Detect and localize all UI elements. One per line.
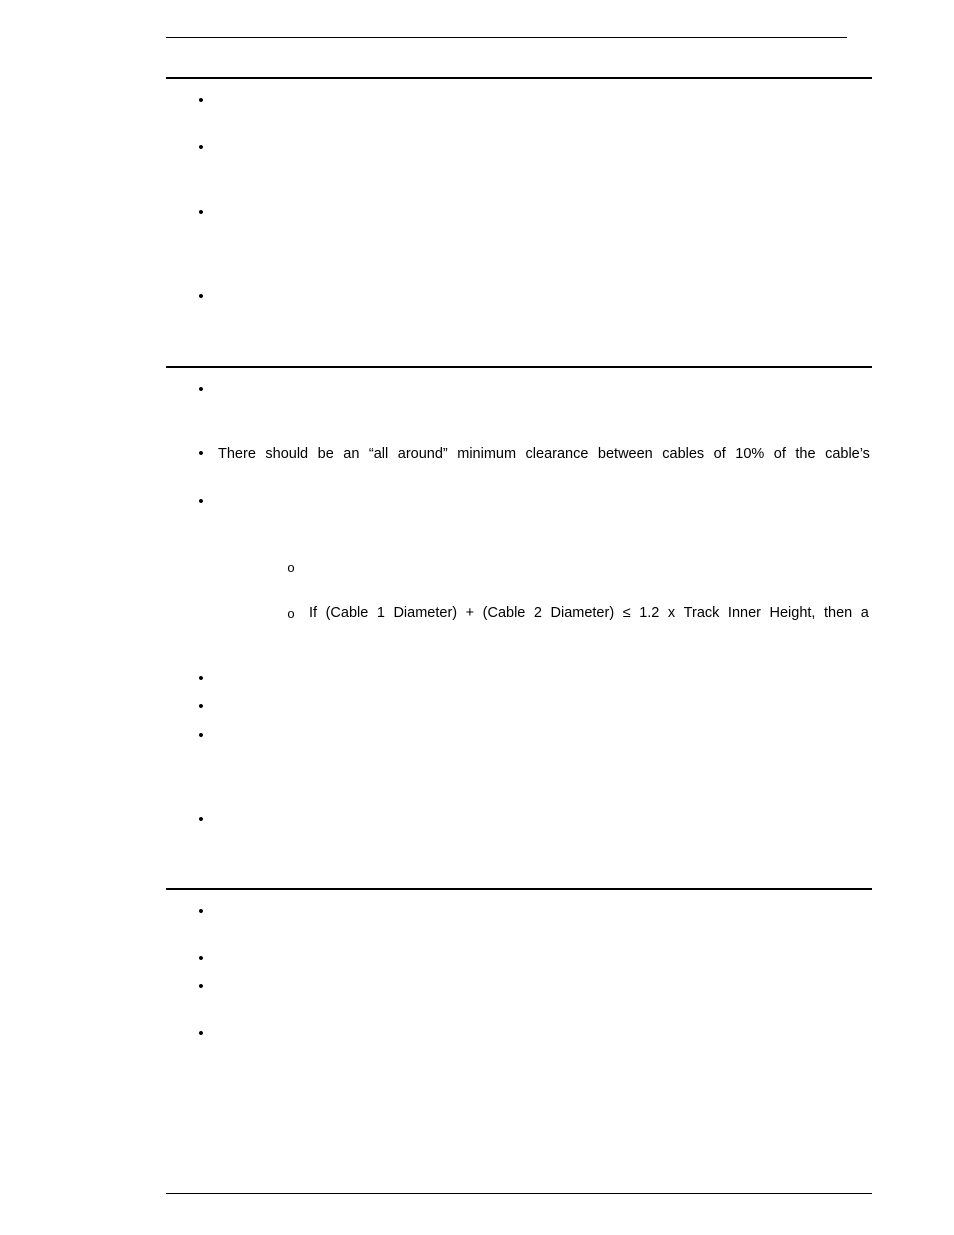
section-divider: [166, 77, 872, 79]
bullet-marker: •: [198, 445, 204, 462]
word: should: [265, 446, 309, 462]
word: Diameter): [550, 605, 615, 621]
word: Inner: [727, 605, 761, 621]
word: clearance: [525, 446, 589, 462]
word: x: [667, 605, 676, 621]
word: Height,: [769, 605, 816, 621]
word: of: [773, 446, 786, 462]
word: minimum: [457, 446, 517, 462]
section-divider: [166, 366, 872, 368]
word: 10%: [735, 446, 765, 462]
bullet-marker: •: [198, 139, 204, 156]
bullet-marker: •: [198, 381, 204, 398]
sub-bullet-marker: o: [287, 606, 295, 621]
bullet-marker: •: [198, 903, 204, 920]
word: +: [465, 605, 475, 621]
word: cable’s: [825, 446, 870, 462]
word: 2: [533, 605, 542, 621]
clearance-text-line: [218, 445, 870, 463]
bullet-marker: •: [198, 811, 204, 828]
word: be: [317, 446, 334, 462]
word: Track: [683, 605, 720, 621]
word: the: [795, 446, 816, 462]
bullet-marker: •: [198, 670, 204, 687]
word: around”: [397, 446, 448, 462]
word: (Cable: [482, 605, 526, 621]
bullet-marker: •: [198, 288, 204, 305]
word: There: [218, 446, 256, 462]
word: of: [713, 446, 726, 462]
section-divider: [166, 888, 872, 890]
word: “all: [368, 446, 389, 462]
bullet-marker: •: [198, 204, 204, 221]
word: an: [343, 446, 360, 462]
header-rule: [166, 37, 847, 38]
bullet-marker: •: [198, 698, 204, 715]
bullet-marker: •: [198, 92, 204, 109]
bullet-marker: •: [198, 950, 204, 967]
word: a: [860, 605, 869, 621]
bullet-marker: •: [198, 493, 204, 510]
word: ≤: [622, 605, 631, 621]
diameter-text-line: [309, 604, 869, 622]
word: cables: [662, 446, 705, 462]
bullet-marker: •: [198, 1025, 204, 1042]
word: then: [824, 605, 853, 621]
footer-rule: [166, 1193, 872, 1194]
bullet-marker: •: [198, 727, 204, 744]
word: If: [309, 605, 318, 621]
sub-bullet-marker: o: [287, 560, 295, 575]
word: 1: [376, 605, 385, 621]
word: between: [597, 446, 653, 462]
word: (Cable: [325, 605, 369, 621]
word: Diameter): [393, 605, 458, 621]
bullet-marker: •: [198, 978, 204, 995]
word: 1.2: [639, 605, 660, 621]
